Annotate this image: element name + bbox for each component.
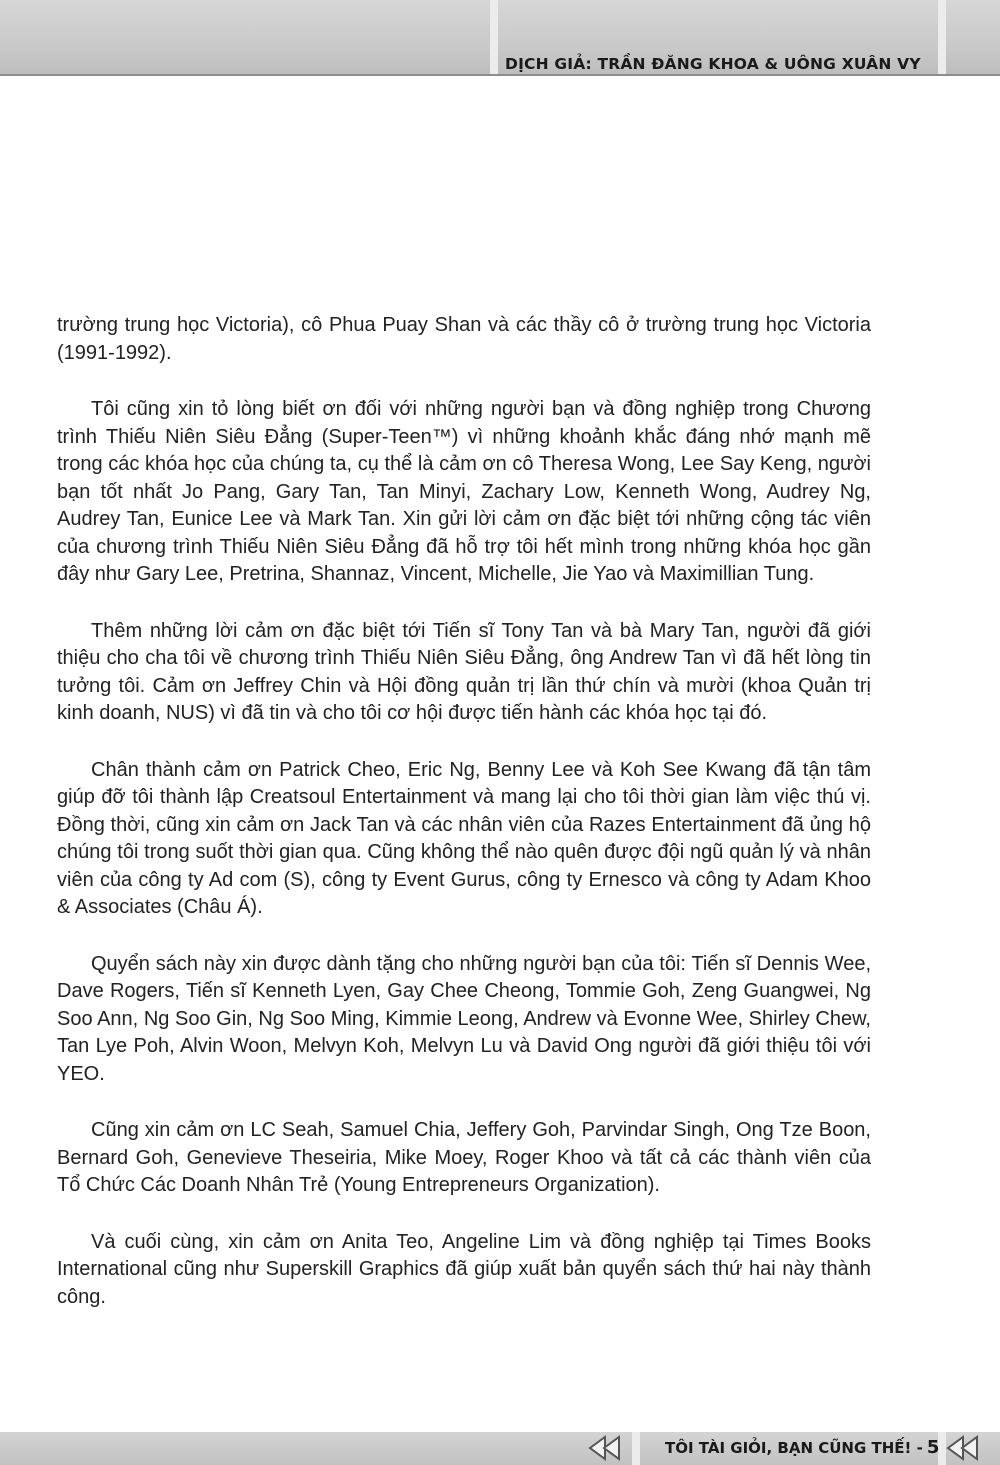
header-rule — [0, 74, 1000, 76]
paragraph: Cũng xin cảm ơn LC Seah, Samuel Chia, Jeffery Goh, Parvindar Singh, Ong Tze Boon, Bernard Goh, Genevieve Theseiria, Mike Moey, Roger Khoo và tất cả các thành viên của Tổ Chức Các Doanh Nhân Trẻ (Young Entrepreneurs Organization). — [57, 1119, 871, 1196]
paragraph: trường trung học Victoria), cô Phua Puay Shan và các thầy cô ở trường trung học Victoria (1991-1992). — [57, 314, 871, 364]
paragraph: Quyển sách này xin được dành tặng cho những người bạn của tôi: Tiến sĩ Dennis Wee, Dave Rogers, Tiến sĩ Kenneth Lyen, Gay Chee Cheong, Tommie Goh, Zeng Guangwei, Ng Soo Ann, Ng Soo Gin, Ng Soo Ming, Kimmie Leong, Andrew và Evonne Wee, Shirley Chew, Tan Lye Poh, Alvin Woon, Melvyn Koh, Melvyn Lu và David Ong người đã giới thiệu tôi với YEO. — [57, 952, 871, 1085]
header-divider — [490, 0, 498, 74]
paragraph: Thêm những lời cảm ơn đặc biệt tới Tiến sĩ Tony Tan và bà Mary Tan, người đã giới thiệu cho cha tôi về chương trình Thiếu Niên Siêu Đẳng, ông Andrew Tan vì đã hết lòng tin tưởng tôi. Cảm ơn Jeffrey Chin và Hội đồng quản trị lần thứ chín và mười (khoa Quản trị kinh doanh, NUS) vì đã tin và cho tôi cơ hội được tiến hành các khóa học tại đó. — [57, 619, 871, 724]
paragraph: Tôi cũng xin tỏ lòng biết ơn đối với những người bạn và đồng nghiệp trong Chương trình Thiếu Niên Siêu Đẳng (Super-Teen™) vì những khoảnh khắc đáng nhớ mạnh mẽ trong các khóa học của chúng ta, cụ thể là cảm ơn cô Theresa Wong, Lee Say Keng, người bạn tốt nhất Jo Pang, Gary Tan, Tan Minyi, Zachary Low, Kenneth Wong, Audrey Ng, Audrey Tan, Eunice Lee và Mark Tan. Xin gửi lời cảm ơn đặc biệt tới những cộng tác viên của chương trình Thiếu Niên Siêu Đẳng đã hỗ trợ tôi hết mình trong những khóa học gần đây như Gary Lee, Pretrina, Shannaz, Vincent, Michelle, Jie Yao và Maximillian Tung. — [57, 398, 871, 585]
footer-book-title: TÔI TÀI GIỎI, BẠN CŨNG THẾ! - — [665, 1439, 923, 1457]
header-title: DỊCH GIẢ: TRẦN ĐĂNG KHOA & UÔNG XUÂN VY — [505, 55, 921, 73]
page-body — [57, 312, 871, 1340]
page-number: 5 — [926, 1437, 940, 1458]
footer-running-title — [665, 1437, 939, 1458]
paragraph: Chân thành cảm ơn Patrick Cheo, Eric Ng, Benny Lee và Koh See Kwang đã tận tâm giúp đỡ tôi thành lập Creatsoul Entertainment và mang lại cho tôi thời gian làm việc thú vị. Đồng thời, cũng xin cảm ơn Jack Tan và các nhân viên của Razes Entertainment đã ủng hộ chúng tôi trong suốt thời gian qua. Cũng không thể nào quên được đội ngũ quản lý và nhân viên của công ty Ad com (S), công ty Event Gurus, công ty Ernesco và công ty Adam Khoo & Associates (Châu Á). — [57, 758, 871, 918]
double-arrow-left-icon — [946, 1433, 982, 1463]
double-arrow-left-icon — [588, 1433, 624, 1463]
paragraph: Và cuối cùng, xin cảm ơn Anita Teo, Angeline Lim và đồng nghiệp tại Times Books International cũng như Superskill Graphics đã giúp xuất bản quyển sách thứ hai này thành công. — [57, 1230, 871, 1308]
footer-divider — [632, 1432, 640, 1465]
